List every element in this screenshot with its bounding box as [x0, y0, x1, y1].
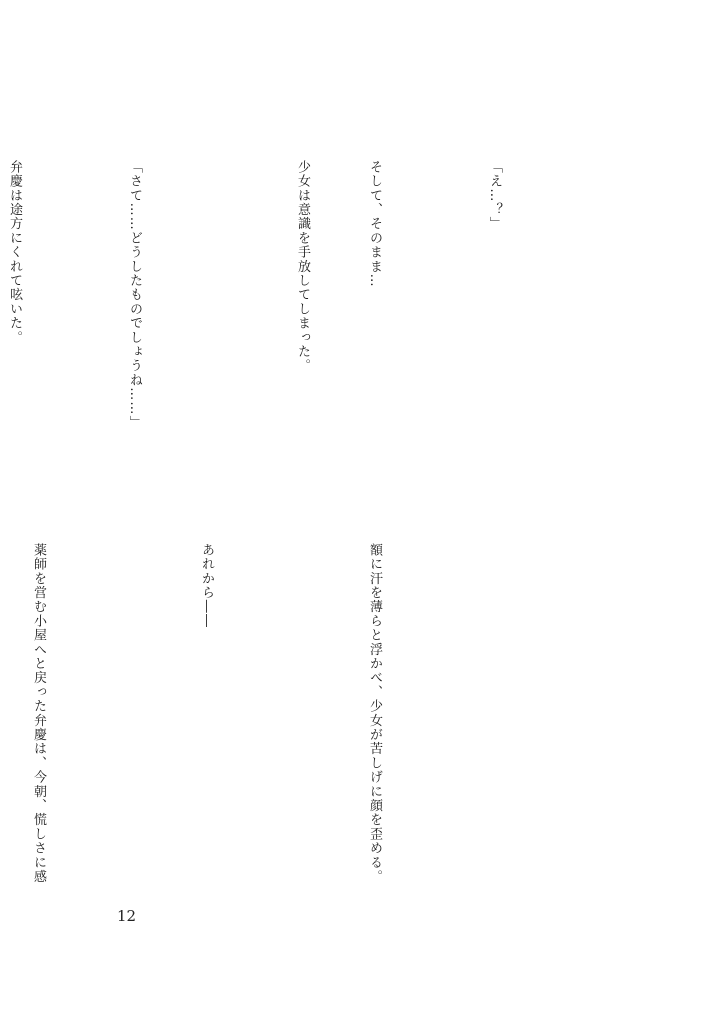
upper-col-3: そして、そのまま…	[367, 160, 382, 288]
upper-col-1: 「え…？」	[487, 160, 502, 231]
lower-col-7: 薬師を営む小屋へと戻った弁慶は、今朝、慌しさに感	[31, 543, 46, 884]
lower-text-block	[0, 543, 434, 893]
upper-col-4: 少女は意識を手放してしまった。	[295, 160, 310, 373]
page-number: 12	[117, 907, 137, 925]
upper-col-9: 弁慶は途方にくれて呟いた。	[7, 160, 22, 345]
upper-col-7: 「さて……どうしたものでしょうね……」	[127, 160, 142, 430]
lower-col-4: あれから――	[199, 543, 214, 629]
upper-text-block	[0, 160, 554, 510]
lower-col-1: 額に汗を薄らと浮かべ、少女が苦しげに顔を歪める。	[367, 543, 382, 884]
